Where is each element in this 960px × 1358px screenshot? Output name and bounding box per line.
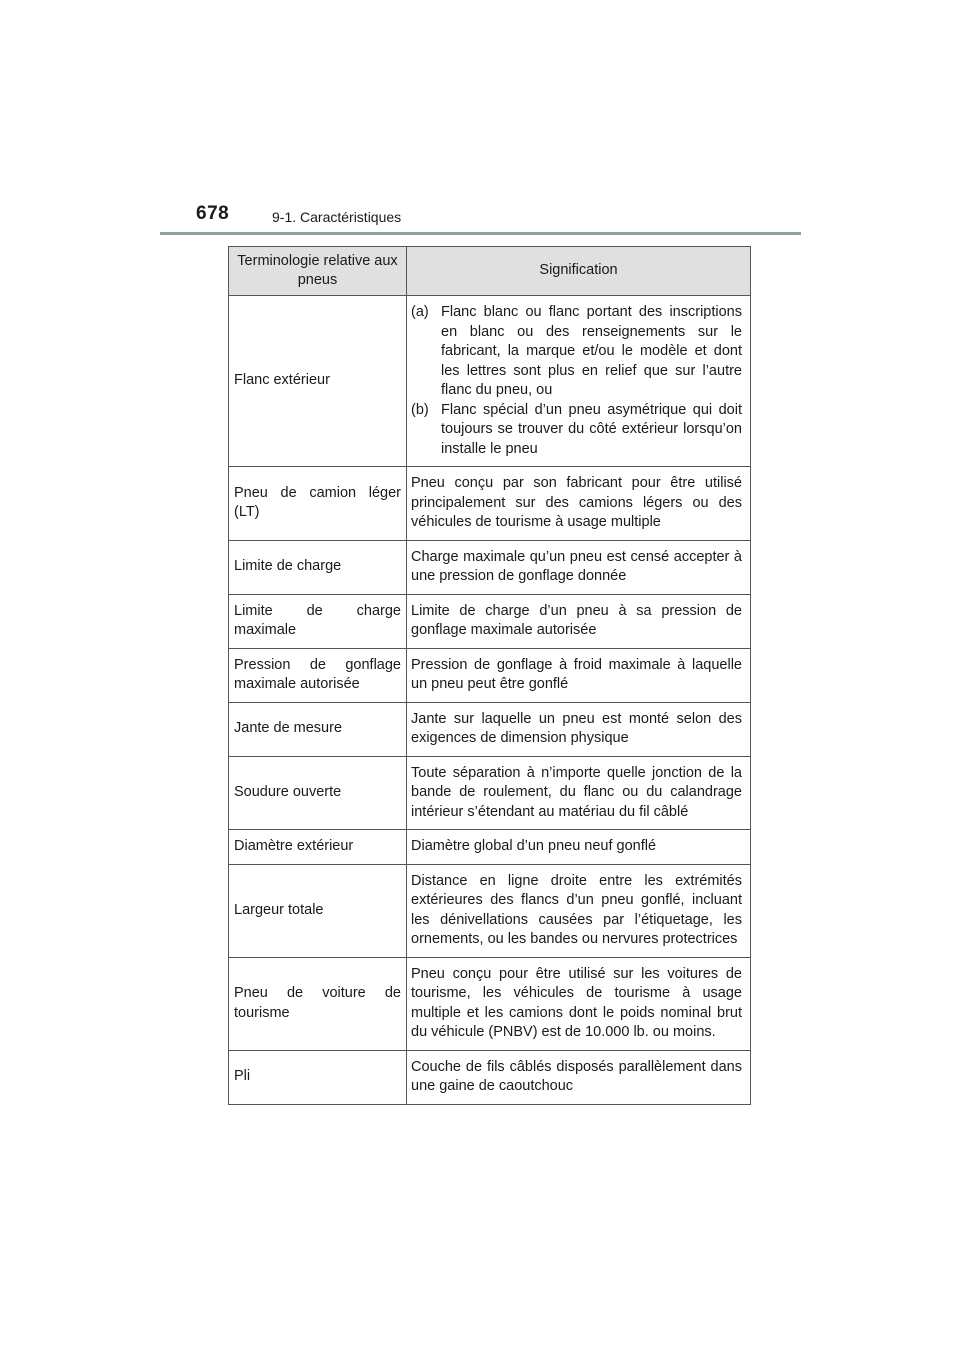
table-row (229, 540, 751, 594)
tire-terminology-table (228, 246, 751, 1105)
list-item (411, 401, 742, 460)
term-cell: Pneu de camion léger (LT) (229, 467, 407, 541)
meaning-cell: Diamètre global d’un pneu neuf gonflé (407, 830, 751, 865)
term-cell: Pli (229, 1050, 407, 1104)
meaning-cell: Limite de charge d’un pneu à sa pression de gonflage maximale autorisée (407, 594, 751, 648)
term-cell: Largeur totale (229, 864, 407, 957)
table-row (229, 830, 751, 865)
term-cell: Diamètre extérieur (229, 830, 407, 865)
header-divider (160, 232, 801, 235)
list-item-text: Flanc blanc ou flanc portant des inscriptions en blanc ou des renseignements sur le fabricant, la marque et/ou le modèle et dont les lettres sont plus en relief que sur l’autre flanc du pneu, ou (441, 304, 742, 398)
list-item-text: Flanc spécial d’un pneu asymétrique qui doit toujours se trouver du côté extérieur lorsqu’on installe le pneu (441, 401, 742, 457)
table-header-row (229, 247, 751, 296)
term-cell: Flanc extérieur (229, 296, 407, 467)
table-row (229, 467, 751, 541)
section-title: 9-1. Caractéristiques (272, 209, 402, 225)
term-cell: Pneu de voiture de tourisme (229, 957, 407, 1050)
meaning-cell: Pneu conçu par son fabricant pour être utilisé principalement sur des camions légers ou des véhicules de tourisme à usage multiple (407, 467, 751, 541)
table-row (229, 1050, 751, 1104)
meaning-cell: Toute séparation à n’importe quelle jonction de la bande de roulement, du flanc ou du calandrage intérieur s’étendant au matériau du fil câblé (407, 756, 751, 830)
table-row (229, 594, 751, 648)
list-marker: (b) (411, 401, 429, 418)
meaning-cell: Jante sur laquelle un pneu est monté selon des exigences de dimension physique (407, 702, 751, 756)
term-cell: Pression de gonflage maximale autorisée (229, 648, 407, 702)
meaning-cell: Distance en ligne droite entre les extrémités extérieures des flancs d’un pneu gonflé, incluant les dénivellations causées par l’étiquetage, les ornements, ou les bandes ou nervures protectrices (407, 864, 751, 957)
meaning-list (411, 303, 742, 459)
column-header-term: Terminologie relative aux pneus (229, 247, 407, 296)
meaning-cell: Pneu conçu pour être utilisé sur les voitures de tourisme, les véhicules de tourisme à usage multiple et les camions dont le poids nominal brut du véhicule (PNBV) est de 10.000 lb. ou moins. (407, 957, 751, 1050)
table-row (229, 296, 751, 467)
table-row (229, 756, 751, 830)
term-cell: Soudure ouverte (229, 756, 407, 830)
list-marker: (a) (411, 304, 429, 320)
term-cell: Limite de charge (229, 540, 407, 594)
table-row (229, 648, 751, 702)
meaning-cell (407, 296, 751, 467)
list-item (411, 303, 742, 401)
table-row (229, 957, 751, 1050)
table-row (229, 864, 751, 957)
term-cell: Limite de charge maximale (229, 594, 407, 648)
meaning-cell: Charge maximale qu’un pneu est censé accepter à une pression de gonflage donnée (407, 540, 751, 594)
meaning-cell: Couche de fils câblés disposés parallèlement dans une gaine de caoutchouc (407, 1050, 751, 1104)
term-cell: Jante de mesure (229, 702, 407, 756)
column-header-meaning: Signification (407, 247, 751, 296)
meaning-cell: Pression de gonflage à froid maximale à laquelle un pneu peut être gonflé (407, 648, 751, 702)
table-row (229, 702, 751, 756)
page-number: 678 (196, 203, 230, 224)
